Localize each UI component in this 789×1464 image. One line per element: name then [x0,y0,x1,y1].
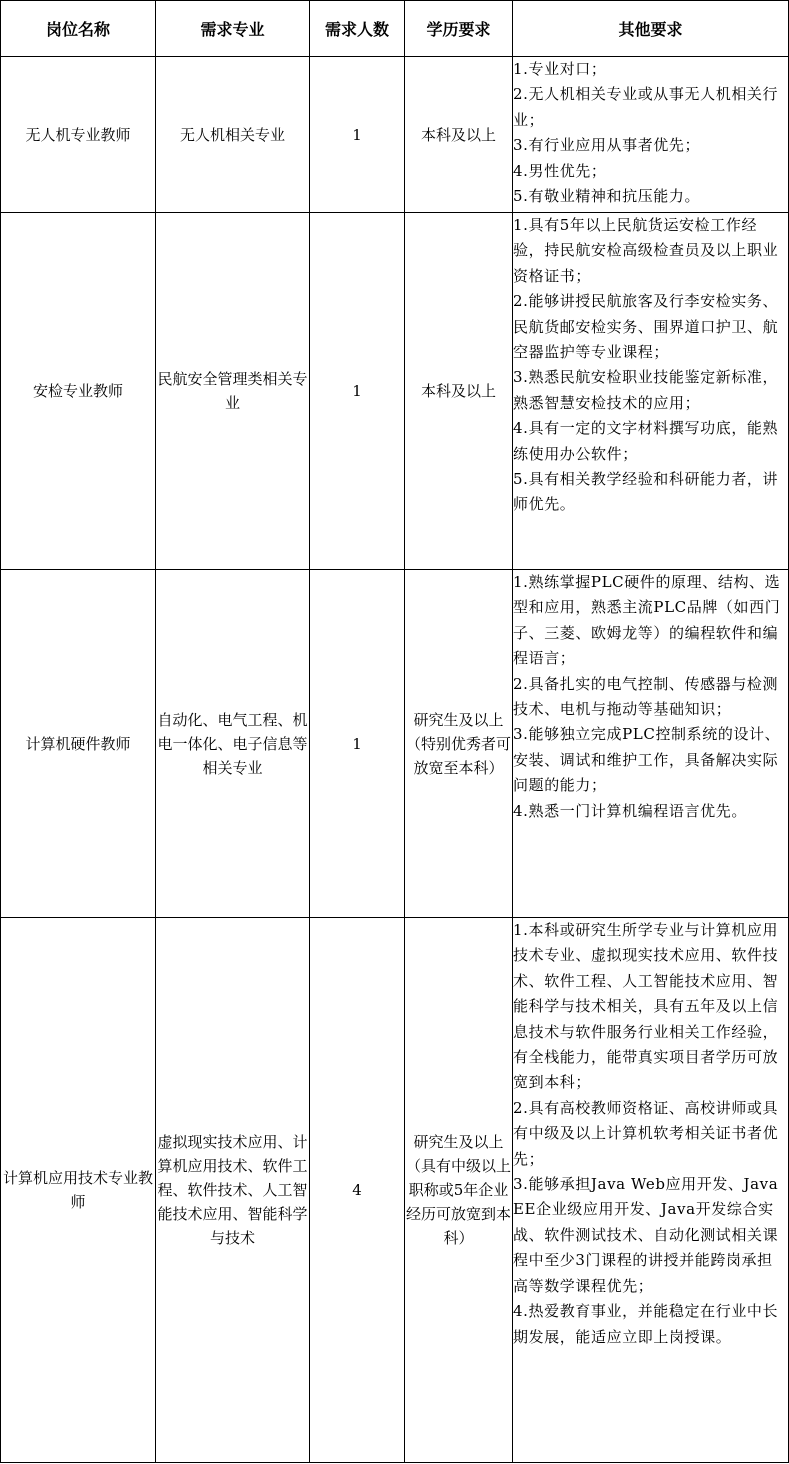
header-education: 学历要求 [405,1,513,57]
position-cell: 计算机应用技术专业教师 [1,918,156,1463]
major-cell: 虚拟现实技术应用、计算机应用技术、软件工程、软件技术、人工智能技术应用、智能科学与技术 [156,918,310,1463]
requirements-cell [513,918,789,1463]
table-row [1,570,789,918]
count-cell: 1 [310,570,405,918]
major-cell: 民航安全管理类相关专业 [156,213,310,570]
table-row [1,918,789,1463]
requirement-item: 2.具备扎实的电气控制、传感器与检测技术、电机与拖动等基础知识； [513,674,779,719]
requirement-item: 3.能够承担Java Web应用开发、Java EE企业级应用开发、Java开发综合实战、软件测试技术、自动化测试相关课程中至少3门课程的讲授并能跨岗承担高等数学课程优先； [513,1175,779,1295]
requirement-item: 3.能够独立完成PLC控制系统的设计、安装、调试和维护工作，具备解决实际问题的能力； [513,725,781,795]
count-cell: 1 [310,57,405,213]
header-position: 岗位名称 [1,1,156,57]
requirement-item: 4.熟悉一门计算机编程语言优先。 [513,801,747,820]
requirement-item: 1.专业对口； [513,60,607,78]
education-cell: 本科及以上 [405,213,513,570]
header-requirements: 其他要求 [513,1,789,57]
requirements-cell [513,213,789,570]
requirement-item: 2.具有高校教师资格证、高校讲师或具有中级及以上计算机软考相关证书者优先； [513,1098,779,1168]
education-cell: 本科及以上 [405,57,513,213]
requirement-item: 1.具有5年以上民航货运安检工作经验，持民航安检高级检查员及以上职业资格证书； [513,216,779,285]
major-cell: 自动化、电气工程、机电一体化、电子信息等相关专业 [156,570,310,918]
position-cell: 计算机硬件教师 [1,570,156,918]
requirement-item: 2.能够讲授民航旅客及行李安检实务、民航货邮安检实务、围界道口护卫、航空器监护等专业课程； [513,292,779,362]
requirement-item: 1.熟练掌握PLC硬件的原理、结构、选型和应用，熟悉主流PLC品牌（如西门子、三菱、欧姆龙等）的编程软件和编程语言； [513,573,781,668]
requirement-item: 3.熟悉民航安检职业技能鉴定新标准，熟悉智慧安检技术的应用； [513,368,779,412]
major-cell: 无人机相关专业 [156,57,310,213]
position-cell: 无人机专业教师 [1,57,156,213]
position-cell: 安检专业教师 [1,213,156,570]
requirement-item: 5.有敬业精神和抗压能力。 [513,187,701,206]
requirement-item: 2.无人机相关专业或从事无人机相关行业； [513,85,779,129]
requirements-cell [513,57,789,213]
table-header-row [1,1,789,57]
requirement-item: 4.热爱教育事业，并能稳定在行业中长期发展，能适应立即上岗授课。 [513,1302,779,1346]
table-row [1,213,789,570]
requirement-item: 5.具有相关教学经验和科研能力者，讲师优先。 [513,470,779,514]
requirement-item: 4.男性优先； [513,161,607,180]
count-cell: 4 [310,918,405,1463]
requirement-item: 3.有行业应用从事者优先； [513,136,701,155]
requirements-cell [513,570,789,918]
header-count: 需求人数 [310,1,405,57]
education-cell: 研究生及以上（特别优秀者可放宽至本科） [405,570,513,918]
requirement-item: 1.本科或研究生所学专业与计算机应用技术专业、虚拟现实技术应用、软件技术、软件工程、人工智能技术应用、智能科学与技术相关，具有五年及以上信息技术与软件服务行业相关工作经验，有全栈能力，能带真实项目者学历可放宽到本科； [513,921,779,1092]
header-major: 需求专业 [156,1,310,57]
education-cell: 研究生及以上（具有中级以上职称或5年企业经历可放宽到本科） [405,918,513,1463]
count-cell: 1 [310,213,405,570]
requirement-item: 4.具有一定的文字材料撰写功底，能熟练使用办公软件； [513,419,779,463]
table-row [1,57,789,213]
